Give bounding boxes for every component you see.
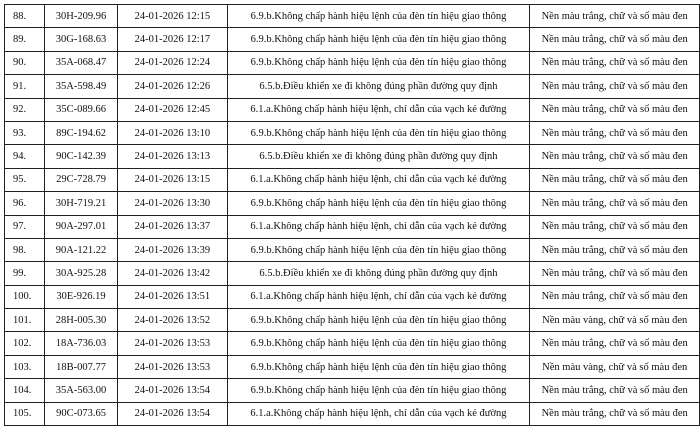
table-row: [5, 121, 700, 144]
table-row: [5, 215, 700, 238]
table-row: [5, 379, 700, 402]
license-plate-cell: 30E-926.19: [44, 285, 118, 308]
row-number-cell: 88.: [5, 5, 45, 28]
plate-color-cell: Nền màu trắng, chữ và số màu đen: [530, 238, 700, 261]
plate-color-cell: Nền màu trắng, chữ và số màu đen: [530, 28, 700, 51]
violation-description-cell: 6.9.b.Không chấp hành hiệu lệnh của đèn tín hiệu giao thông: [227, 5, 530, 28]
table-row: [5, 285, 700, 308]
violation-description-cell: 6.5.b.Điều khiển xe đi không đúng phần đường quy định: [227, 145, 530, 168]
violation-description-cell: 6.9.b.Không chấp hành hiệu lệnh của đèn tín hiệu giao thông: [227, 238, 530, 261]
license-plate-cell: 35A-598.49: [44, 75, 118, 98]
violation-description-cell: 6.9.b.Không chấp hành hiệu lệnh của đèn tín hiệu giao thông: [227, 332, 530, 355]
violation-time-cell: 24-01-2026 13:51: [118, 285, 227, 308]
plate-color-cell: Nền màu vàng, chữ và số màu đen: [530, 309, 700, 332]
plate-color-cell: Nền màu trắng, chữ và số màu đen: [530, 379, 700, 402]
license-plate-cell: 18A-736.03: [44, 332, 118, 355]
license-plate-cell: 18B-007.77: [44, 355, 118, 378]
plate-color-cell: Nền màu trắng, chữ và số màu đen: [530, 215, 700, 238]
row-number-cell: 98.: [5, 238, 45, 261]
license-plate-cell: 35A-068.47: [44, 51, 118, 74]
row-number-cell: 100.: [5, 285, 45, 308]
table-row: [5, 145, 700, 168]
plate-color-cell: Nền màu trắng, chữ và số màu đen: [530, 332, 700, 355]
plate-color-cell: Nền màu trắng, chữ và số màu đen: [530, 51, 700, 74]
license-plate-cell: 35A-563.00: [44, 379, 118, 402]
license-plate-cell: 90A-121.22: [44, 238, 118, 261]
violation-description-cell: 6.9.b.Không chấp hành hiệu lệnh của đèn tín hiệu giao thông: [227, 28, 530, 51]
violation-time-cell: 24-01-2026 12:24: [118, 51, 227, 74]
table-row: [5, 402, 700, 425]
license-plate-cell: 35C-089.66: [44, 98, 118, 121]
violation-description-cell: 6.5.b.Điều khiển xe đi không đúng phần đường quy định: [227, 262, 530, 285]
plate-color-cell: Nền màu trắng, chữ và số màu đen: [530, 192, 700, 215]
license-plate-cell: 30H-209.96: [44, 5, 118, 28]
plate-color-cell: Nền màu trắng, chữ và số màu đen: [530, 145, 700, 168]
violation-description-cell: 6.5.b.Điều khiển xe đi không đúng phần đường quy định: [227, 75, 530, 98]
row-number-cell: 99.: [5, 262, 45, 285]
license-plate-cell: 30H-719.21: [44, 192, 118, 215]
license-plate-cell: 90C-142.39: [44, 145, 118, 168]
license-plate-cell: 89C-194.62: [44, 121, 118, 144]
violations-table-body: [5, 5, 700, 426]
row-number-cell: 102.: [5, 332, 45, 355]
violation-time-cell: 24-01-2026 13:30: [118, 192, 227, 215]
plate-color-cell: Nền màu trắng, chữ và số màu đen: [530, 168, 700, 191]
plate-color-cell: Nền màu vàng, chữ và số màu đen: [530, 355, 700, 378]
license-plate-cell: 90C-073.65: [44, 402, 118, 425]
plate-color-cell: Nền màu trắng, chữ và số màu đen: [530, 98, 700, 121]
plate-color-cell: Nền màu trắng, chữ và số màu đen: [530, 5, 700, 28]
plate-color-cell: Nền màu trắng, chữ và số màu đen: [530, 285, 700, 308]
table-row: [5, 262, 700, 285]
license-plate-cell: 30G-168.63: [44, 28, 118, 51]
violation-time-cell: 24-01-2026 13:37: [118, 215, 227, 238]
plate-color-cell: Nền màu trắng, chữ và số màu đen: [530, 75, 700, 98]
table-row: [5, 309, 700, 332]
plate-color-cell: Nền màu trắng, chữ và số màu đen: [530, 121, 700, 144]
table-row: [5, 192, 700, 215]
plate-color-cell: Nền màu trắng, chữ và số màu đen: [530, 402, 700, 425]
violation-description-cell: 6.1.a.Không chấp hành hiệu lệnh, chỉ dẫn của vạch kẻ đường: [227, 215, 530, 238]
table-row: [5, 238, 700, 261]
license-plate-cell: 30A-925.28: [44, 262, 118, 285]
row-number-cell: 92.: [5, 98, 45, 121]
table-row: [5, 51, 700, 74]
row-number-cell: 101.: [5, 309, 45, 332]
violation-time-cell: 24-01-2026 13:10: [118, 121, 227, 144]
violation-time-cell: 24-01-2026 13:54: [118, 402, 227, 425]
table-row: [5, 98, 700, 121]
row-number-cell: 91.: [5, 75, 45, 98]
plate-color-cell: Nền màu trắng, chữ và số màu đen: [530, 262, 700, 285]
row-number-cell: 95.: [5, 168, 45, 191]
violation-description-cell: 6.1.a.Không chấp hành hiệu lệnh, chỉ dẫn của vạch kẻ đường: [227, 285, 530, 308]
row-number-cell: 97.: [5, 215, 45, 238]
violations-table: [4, 4, 700, 426]
violation-time-cell: 24-01-2026 13:54: [118, 379, 227, 402]
violation-time-cell: 24-01-2026 13:42: [118, 262, 227, 285]
violation-time-cell: 24-01-2026 13:52: [118, 309, 227, 332]
violation-description-cell: 6.9.b.Không chấp hành hiệu lệnh của đèn tín hiệu giao thông: [227, 309, 530, 332]
table-row: [5, 28, 700, 51]
violation-time-cell: 24-01-2026 13:13: [118, 145, 227, 168]
violation-time-cell: 24-01-2026 13:39: [118, 238, 227, 261]
license-plate-cell: 90A-297.01: [44, 215, 118, 238]
violation-time-cell: 24-01-2026 13:53: [118, 355, 227, 378]
row-number-cell: 104.: [5, 379, 45, 402]
violation-time-cell: 24-01-2026 13:53: [118, 332, 227, 355]
row-number-cell: 96.: [5, 192, 45, 215]
row-number-cell: 105.: [5, 402, 45, 425]
violation-time-cell: 24-01-2026 12:26: [118, 75, 227, 98]
license-plate-cell: 28H-005.30: [44, 309, 118, 332]
table-row: [5, 5, 700, 28]
row-number-cell: 93.: [5, 121, 45, 144]
violation-description-cell: 6.9.b.Không chấp hành hiệu lệnh của đèn tín hiệu giao thông: [227, 51, 530, 74]
table-row: [5, 168, 700, 191]
violation-time-cell: 24-01-2026 12:45: [118, 98, 227, 121]
violation-description-cell: 6.9.b.Không chấp hành hiệu lệnh của đèn tín hiệu giao thông: [227, 121, 530, 144]
violation-time-cell: 24-01-2026 13:15: [118, 168, 227, 191]
row-number-cell: 94.: [5, 145, 45, 168]
table-row: [5, 355, 700, 378]
row-number-cell: 90.: [5, 51, 45, 74]
row-number-cell: 89.: [5, 28, 45, 51]
license-plate-cell: 29C-728.79: [44, 168, 118, 191]
table-row: [5, 75, 700, 98]
table-row: [5, 332, 700, 355]
violation-description-cell: 6.1.a.Không chấp hành hiệu lệnh, chỉ dẫn của vạch kẻ đường: [227, 402, 530, 425]
violation-description-cell: 6.9.b.Không chấp hành hiệu lệnh của đèn tín hiệu giao thông: [227, 379, 530, 402]
violation-description-cell: 6.1.a.Không chấp hành hiệu lệnh, chỉ dẫn của vạch kẻ đường: [227, 98, 530, 121]
row-number-cell: 103.: [5, 355, 45, 378]
violation-description-cell: 6.1.a.Không chấp hành hiệu lệnh, chỉ dẫn của vạch kẻ đường: [227, 168, 530, 191]
violation-description-cell: 6.9.b.Không chấp hành hiệu lệnh của đèn tín hiệu giao thông: [227, 192, 530, 215]
violation-time-cell: 24-01-2026 12:17: [118, 28, 227, 51]
violation-time-cell: 24-01-2026 12:15: [118, 5, 227, 28]
violation-description-cell: 6.9.b.Không chấp hành hiệu lệnh của đèn tín hiệu giao thông: [227, 355, 530, 378]
